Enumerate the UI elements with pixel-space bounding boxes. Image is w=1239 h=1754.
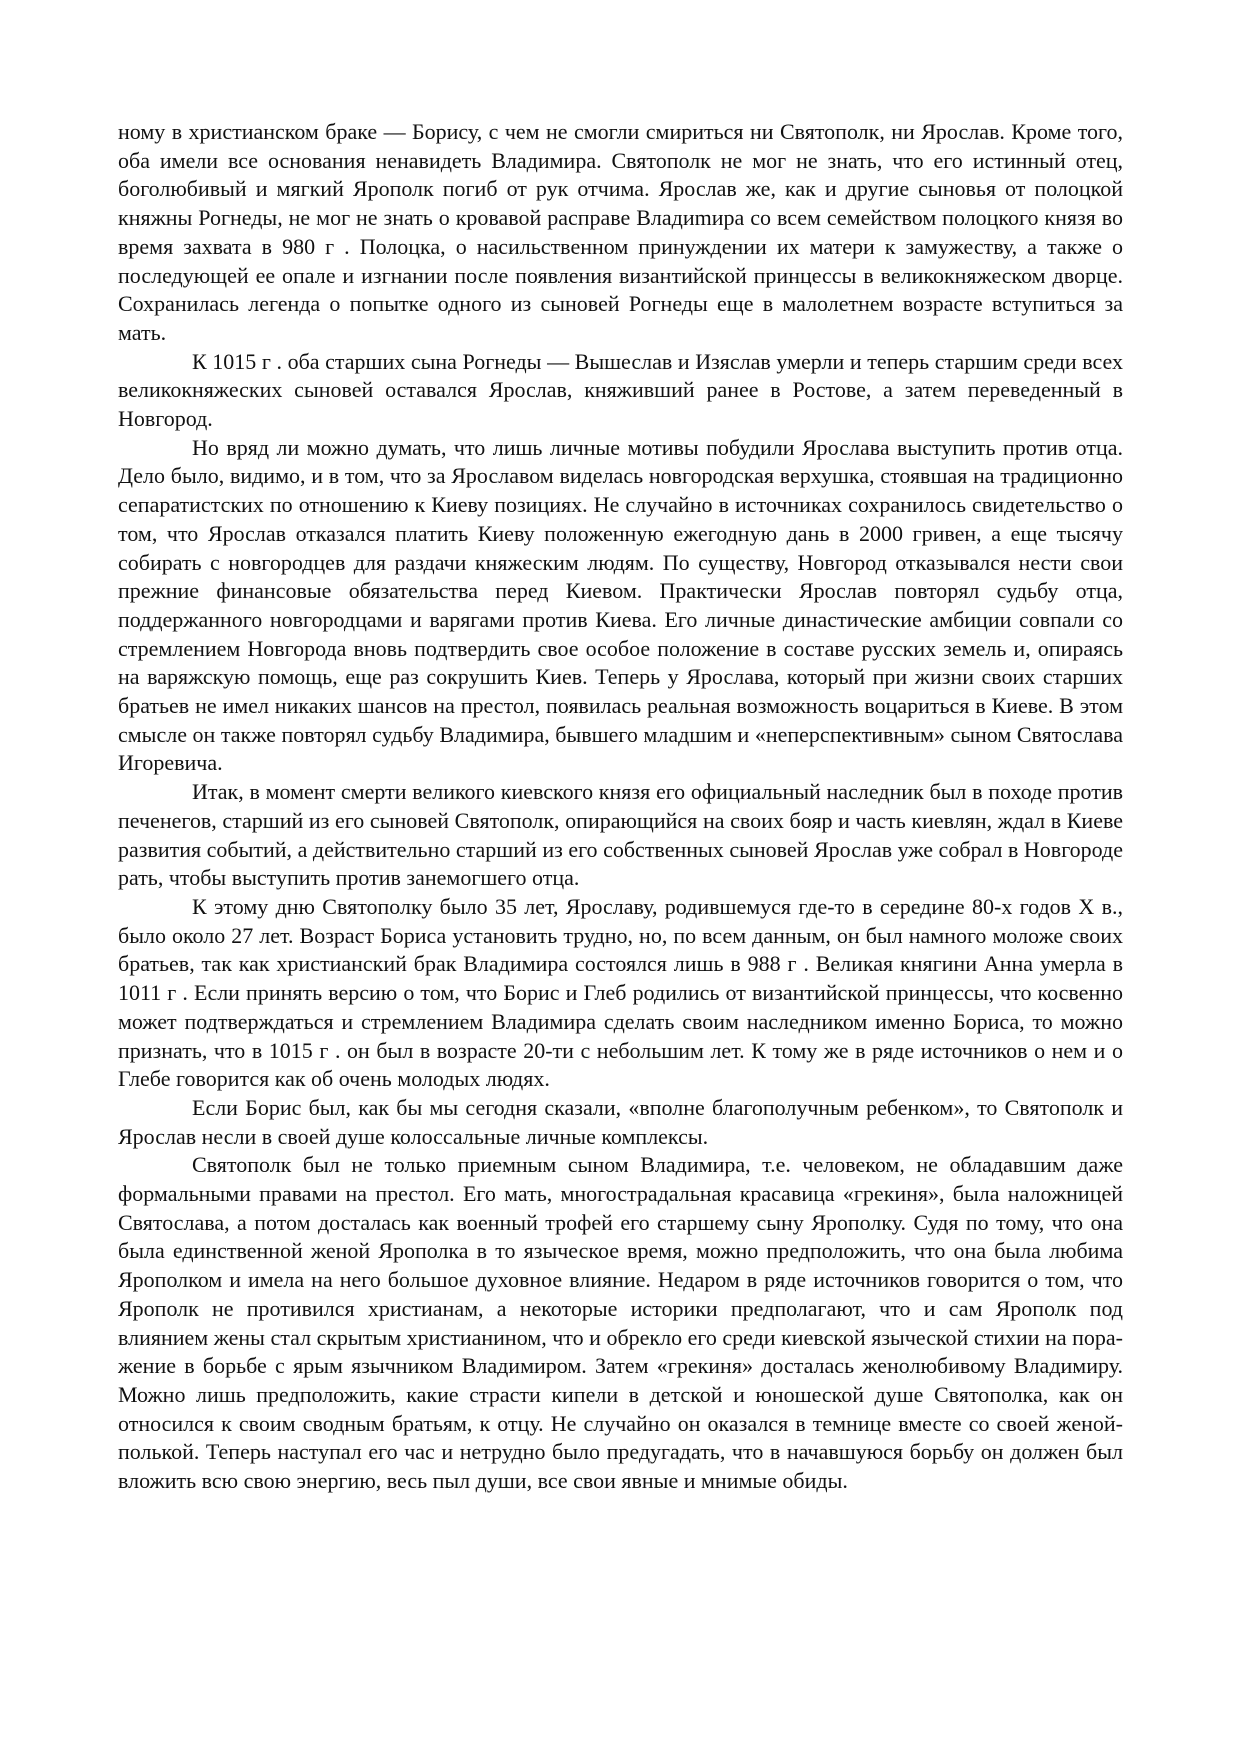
paragraph-3: Но вряд ли можно думать, что лишь личные мотивы побудили Ярослава выступить против отца. Дело было, видимо, и в том, что за Ярославом виделась новгородская верхушка, стоявшая на традиционно сепаратистских по отношению к Киеву позициях. Не случайно в источниках сохранилось свидетельство о том, что Ярослав отказался платить Киеву положенную ежегодную дань в 2000 гривен, а еще тысячу собирать с новгородцев для раздачи княжеским людям. По существу, Новгород отказывался нести свои прежние финансовые обязательства перед Киевом. Практически Ярослав повторял судьбу отца, поддержанного новгородцами и варягами против Киева. Его личные династические амбиции совпали со стремлением Новгорода вновь подтвердить свое особое положение в составе русских земель и, опираясь на варяжскую помощь, еще раз сокрушить Киев. Теперь у Ярослава, который при жизни своих старших братьев не имел никаких шансов на престол, появилась реальная возможность воцариться в Киеве. В этом смысле он также повторял судьбу Владимира, бывшего младшим и «неперспективным» сыном Святослава Игоревича. [118,434,1123,776]
document-page [118,118,1123,1496]
paragraph-7: Святополк был не только приемным сыном Владимира, т.е. человеком, не обладавшим даже формальными правами на престол. Его мать, многострадальная красавица «грекиня», была наложницей Святослава, а потом досталась как военный трофей его старшему сыну Ярополку. Судя по тому, что она была единственной женой Ярополка в то языческое время, можно предположить, что она была любима Ярополком и имела на него большое духовное влияние. Недаром в ряде источников говорится о том, что Ярополк не противился христианам, а некоторые историки предполагают, что и сам Ярополк под влиянием жены стал скрытым христианином, что и обрекло его среди киевской языческой стихии на поражение в борьбе с ярым язычником Владимиром. Затем «грекиня» досталась женолюбивому Владимиру. Можно лишь предположить, какие страсти кипели в детской и юношеской душе Святополка, как он относился к своим сводным братьям, к отцу. Не случайно он оказался в темнице вместе со своей женой-полькой. Теперь наступал его час и нетрудно было предугадать, что в начавшуюся борьбу он должен был вложить всю свою энергию, весь пыл души, все свои явные и мнимые обиды. [118,1152,1123,1494]
paragraph-4: Итак, в момент смерти великого киевского князя его официальный наследник был в походе против печенегов, старший из его сыновей Святополк, опирающийся на своих бояр и часть киевлян, ждал в Киеве развития событий, а действительно старший из его собственных сыновей Ярослав уже собрал в Новгороде рать, чтобы выступить против занемогшего отца. [118,779,1123,891]
paragraph-5: К этому дню Святополку было 35 лет, Ярославу, родившемуся где-то в середине 80-х годов X в., было около 27 лет. Возраст Бориса установить трудно, но, по всем данным, он был намного моложе своих братьев, так как христианский брак Владимира состоялся лишь в 988 г . Великая княгини Анна умерла в 1011 г . Если принять версию о том, что Борис и Глеб родились от византийской принцессы, что косвенно может подтверждаться и стремлением Владимира сделать своим наследником именно Бориса, то можно признать, что в 1015 г . он был в возрасте 20-ти с небольшим лет. К тому же в ряде источников о нем и о Глебе говорится как об очень молодых людях. [118,893,1123,1092]
paragraph-2: К 1015 г . оба старших сына Рогнеды — Вышеслав и Изяслав умерли и теперь старшим среди всех великокняжеских сыновей оставался Ярослав, княживший ранее в Ростове, а затем переведенный в Новгород. [118,348,1123,432]
paragraph-1: ному в христианском браке — Борису, с чем не смогли смириться ни Святополк, ни Ярослав. Кроме того, оба имели все основания ненавидеть Владимира. Святополк не мог не знать, что его истинный отец, боголюбивый и мягкий Ярополк погиб от рук отчима. Ярослав же, как и другие сыновья от полоцкой княжны Рогнеды, не мог не знать о кровавой расправе Владиmира со всем семейством полоцкого князя во время захвата в 980 г . Полоцка, о насильственном принуждении их матери к замужеству, а также о последующей ее опале и изгнании после появления византийской принцессы в великокняжеском дворце. Сохранилась легенда о попытке одного из сыновей Рогнеды еще в малолетнем возрасте вступиться за мать. [118,119,1123,345]
paragraph-6: Если Борис был, как бы мы сегодня сказали, «вполне благополучным ребенком», то Святополк и Ярослав несли в своей душе колоссальные личные комплексы. [118,1094,1123,1149]
